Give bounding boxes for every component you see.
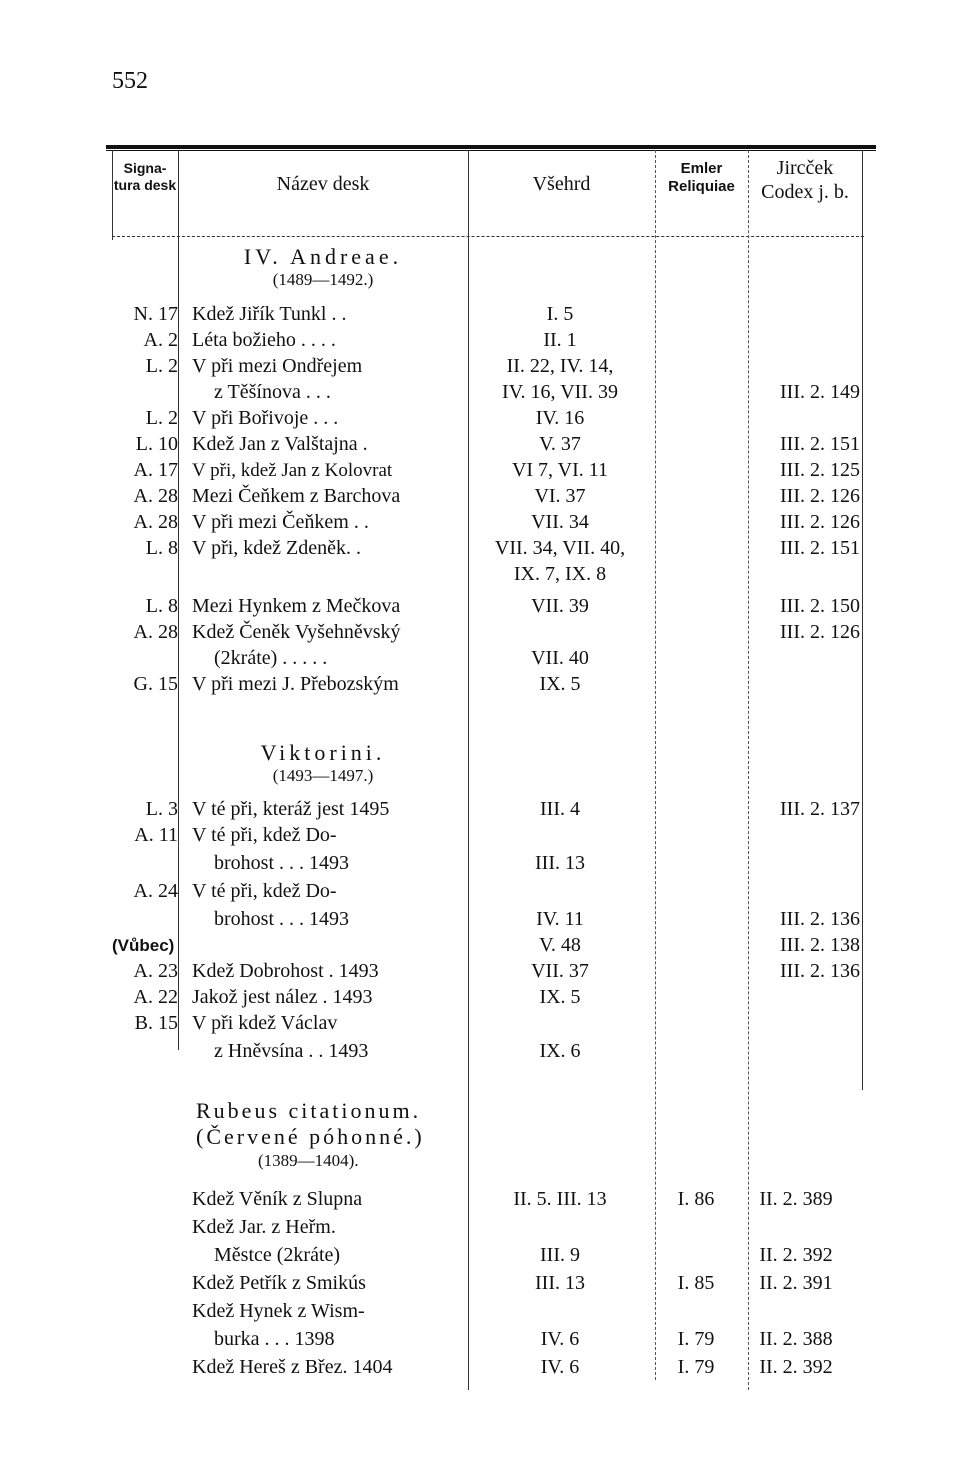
section-years: (1493—1497.) [272,766,374,786]
cell-jircek: III. 2. 136 [780,908,860,930]
cell-vsehrd: VII. 34 [531,511,589,533]
table-row [108,851,868,876]
cell-nazev: brohost . . . 1493 [214,908,349,930]
cell-nazev: z Těšínova . . . [214,381,331,403]
cell-nazev: V při, kdež Jan z Kolovrat [192,460,393,481]
header-signatura: Signa- tura desk [113,160,177,193]
table-row [108,1355,868,1380]
table-row [108,959,868,984]
cell-vsehrd: IX. 5 [539,673,581,695]
table-row [108,620,868,645]
table-row [108,594,868,619]
cell-signatura: A. 22 [133,986,178,1008]
cell-vsehrd: III. 13 [535,852,585,874]
table-row [108,672,868,697]
table-row [108,1299,868,1324]
table-row [108,328,868,353]
cell-nazev: V při Bořivoje . . . [192,407,339,429]
cell-signatura: L. 2 [145,355,178,377]
cell-jircek: II. 2. 388 [759,1328,833,1350]
cell-nazev: Mezi Hynkem z Mečkova [192,595,401,617]
header-jircek: Jirсček Codex j. b. [761,157,849,203]
cell-nazev: Kdež Jan z Valštajna . [192,433,368,455]
cell-vsehrd: II. 22, IV. 14, [506,355,614,377]
table-row [108,985,868,1010]
cell-signatura: N. 17 [133,303,178,325]
cell-nazev: V při kdež Václav [192,1012,338,1034]
table-row [108,1039,868,1064]
section-years: (1389—1404). [258,1150,359,1170]
table-row [108,933,868,958]
cell-vsehrd: III. 4 [540,798,580,820]
cell-nazev: V té při, kdež Do- [192,880,337,902]
cell-vsehrd: III. 9 [540,1244,580,1266]
cell-nazev: Kdež Jiřík Tunkl . . [192,303,347,325]
table-top-rule [106,145,876,149]
cell-nazev: Kdež Dobrohost . 1493 [192,960,379,982]
cell-nazev: V při mezi Čeňkem . . [192,511,369,533]
table-top-rule-thin [106,150,876,151]
cell-nazev: Jakož jest nález . 1493 [192,986,373,1008]
cell-nazev: Kdež Hynek z Wism- [192,1300,365,1322]
cell-vsehrd: III. 13 [535,1272,585,1294]
cell-vsehrd: II. 1 [543,329,577,351]
cell-signatura: L. 10 [135,433,178,455]
cell-vsehrd: V. 48 [539,934,581,956]
table-row [108,823,868,848]
table-row [108,562,868,587]
cell-signatura: G. 15 [133,673,178,695]
section-title: Viktorini. [260,740,386,765]
cell-jircek: III. 2. 136 [780,960,860,982]
cell-nazev: z Hněvsína . . 1493 [214,1040,369,1062]
cell-nazev: Městce (2kráte) [214,1244,341,1266]
table-row [108,797,868,822]
header-emler: Emler Reliquiae [668,160,735,195]
cell-jircek: III. 2. 151 [780,537,860,559]
cell-jircek: II. 2. 392 [759,1244,833,1266]
cell-vsehrd: IV. 16, VII. 39 [502,381,618,403]
table-row [108,354,868,379]
cell-signatura: A. 24 [133,880,178,902]
cell-vsehrd: IX. 7, IX. 8 [513,563,607,585]
cell-vsehrd: II. 5. III. 13 [513,1188,607,1210]
cell-nazev: V při, kdež Zdeněk. . [192,537,362,559]
cell-emler: I. 79 [677,1328,715,1350]
cell-signatura: A. 17 [133,459,178,481]
section-heading-andreae [178,244,468,291]
cell-vsehrd: VI. 37 [534,485,586,507]
section-title: IV. Andreae. [243,244,403,269]
table-row [108,432,868,457]
cell-jircek: III. 2. 126 [780,485,860,507]
cell-signatura: L. 8 [145,595,178,617]
cell-nazev: Kdež Věník z Slupna [192,1188,363,1210]
cell-nazev: V při mezi Ondřejem [192,355,363,377]
table-row [108,484,868,509]
section-title: Rubeus citationum. [196,1098,422,1123]
cell-nazev: brohost . . . 1493 [214,852,349,874]
table-row [108,646,868,671]
cell-nazev: Mezi Čeňkem z Barchova [192,485,401,507]
cell-vsehrd: IV. 6 [540,1328,580,1350]
cell-jircek: III. 2. 151 [780,433,860,455]
table-row [108,510,868,535]
cell-vsehrd: VII. 37 [531,960,589,982]
cell-nazev: Kdež Jar. z Heřm. [192,1216,336,1238]
cell-emler: I. 85 [677,1272,715,1294]
cell-vsehrd: IX. 6 [539,1040,581,1062]
section-subtitle: (Červené póhonné.) [196,1124,425,1150]
cell-vsehrd: VI 7, VI. 11 [511,459,609,481]
cell-nazev: burka . . . 1398 [214,1328,335,1350]
table-row [108,879,868,904]
cell-signatura: (Vůbec) [112,936,175,955]
header-nazev: Název desk [276,173,370,195]
cell-nazev: V při mezi J. Přebozským [192,673,399,695]
cell-nazev: Kdež Hereš z Břez. 1404 [192,1356,393,1378]
cell-jircek: II. 2. 391 [759,1272,833,1294]
cell-signatura: A. 28 [133,485,178,507]
cell-jircek: III. 2. 150 [780,595,860,617]
table-row [108,1327,868,1352]
section-heading-rubeus [196,1098,486,1171]
cell-jircek: III. 2. 126 [780,511,860,533]
section-heading-viktorini [178,740,468,787]
cell-signatura: A. 2 [143,329,178,351]
page-number: 552 [112,68,148,94]
cell-nazev: (2kráte) . . . . . [214,647,328,669]
cell-signatura: A. 28 [133,511,178,533]
cell-emler: I. 79 [677,1356,715,1378]
cell-jircek: III. 2. 137 [780,798,860,820]
cell-vsehrd: VII. 40 [531,647,589,669]
table-row [108,458,868,483]
table-row [108,536,868,561]
cell-nazev: Léta božieho . . . . [192,329,336,351]
table-row [108,302,868,327]
table-row [108,1215,868,1240]
cell-nazev: V té při, kteráž jest 1495 [192,798,390,820]
cell-vsehrd: IV. 11 [536,908,584,930]
cell-signatura: L. 2 [145,407,178,429]
cell-vsehrd: IV. 16 [535,407,585,429]
cell-vsehrd: I. 5 [546,303,574,325]
cell-vsehrd: IV. 6 [540,1356,580,1378]
cell-signatura: A. 28 [133,621,178,643]
cell-vsehrd: VII. 34, VII. 40, [494,537,626,559]
cell-vsehrd: VII. 39 [531,595,589,617]
cell-jircek: III. 2. 138 [780,934,860,956]
cell-jircek: III. 2. 149 [780,381,860,403]
table-row [108,1011,868,1036]
cell-emler: I. 86 [677,1188,715,1210]
cell-nazev: Kdež Čeněk Vyšehněvský [192,621,401,643]
table-row [108,380,868,405]
table-row [108,1187,868,1212]
table-row [108,1243,868,1268]
cell-nazev: Kdež Petřík z Smikús [192,1272,366,1294]
section-years: (1489—1492.) [272,270,374,290]
cell-signatura: A. 11 [134,824,178,846]
cell-jircek: II. 2. 389 [759,1188,833,1210]
cell-vsehrd: V. 37 [539,433,581,455]
table-row [108,1271,868,1296]
cell-signatura: L. 8 [145,537,178,559]
header-vsehrd: Všehrd [532,173,591,195]
table-row [108,907,868,932]
cell-signatura: A. 23 [133,960,178,982]
cell-signatura: B. 15 [134,1012,178,1034]
cell-signatura: L. 3 [145,798,178,820]
cell-jircek: III. 2. 126 [780,621,860,643]
cell-jircek: II. 2. 392 [759,1356,833,1378]
cell-jircek: III. 2. 125 [780,459,860,481]
header-divider [112,236,864,237]
cell-vsehrd: IX. 5 [539,986,581,1008]
table-row [108,406,868,431]
cell-nazev: V té při, kdež Do- [192,824,337,846]
